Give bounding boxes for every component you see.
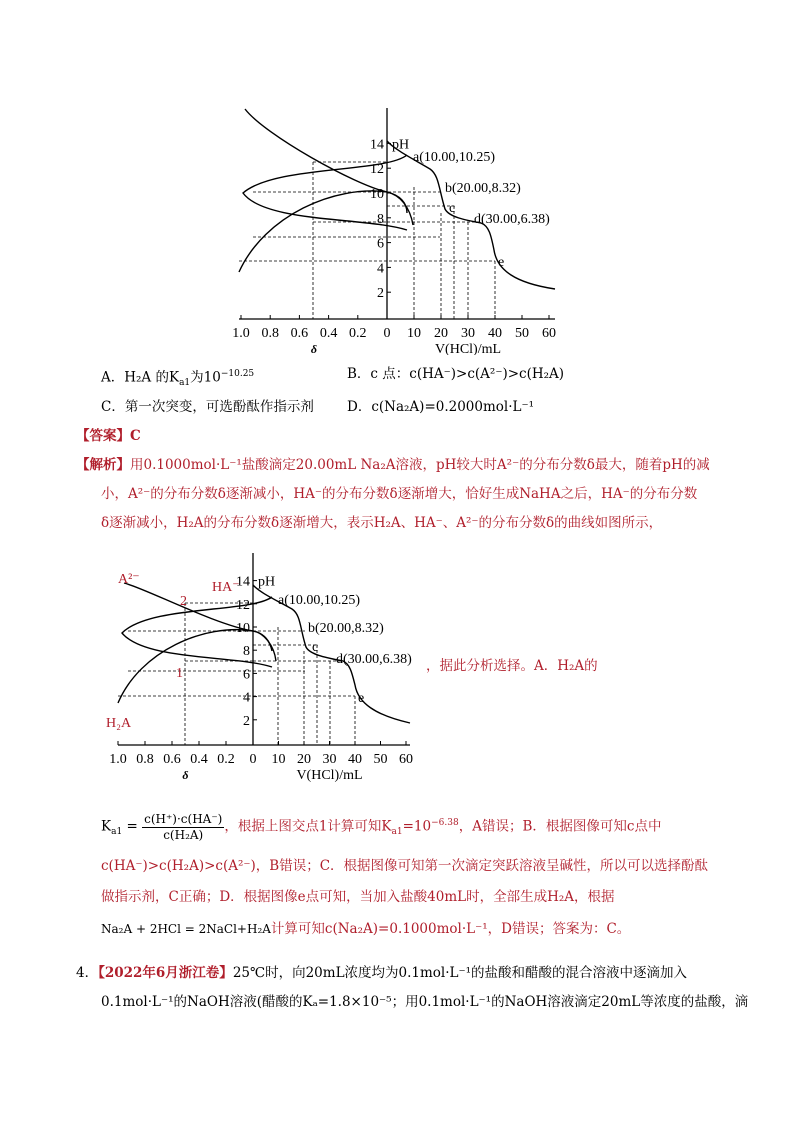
point-label-b: b(20.00,8.32) — [308, 621, 384, 636]
volume-tick-label: 60 — [542, 326, 556, 341]
y-tick-label: 6 — [377, 236, 384, 252]
analysis-line-2 — [101, 484, 697, 504]
analysis-line-3 — [101, 513, 662, 533]
option-a-sub: a1 — [179, 378, 191, 389]
delta-tick-label: 0.8 — [261, 326, 279, 341]
ka-symbol: K — [101, 818, 112, 835]
question-4-number: 4． — [76, 965, 99, 981]
reaction-equation: Na₂A + 2HCl = 2NaCl+H₂A — [101, 922, 271, 936]
x-axis-label: V(HCl)/mL — [434, 342, 502, 355]
option-a-prefix: A．H₂A 的K — [101, 369, 180, 386]
y-tick-label: 4 — [243, 690, 250, 706]
curve-label-h2a: H₂A — [106, 716, 132, 731]
titration-figure-1 — [225, 95, 570, 355]
analysis-line-4: $K_{a1}$ = $\frac{c(H^+)\cdot c(HA^-)}{\text{c(H₂A)}}$ ，根据上图交点1计算可知$K_{a1}=10^{-6.38}$，A错误；B．根据图像可知c点中 — [101, 811, 662, 842]
curve-label-a2: A²⁻ — [118, 572, 140, 587]
question-4-text-2: 0.1mol·L⁻¹的NaOH溶液(醋酸的Kₐ=1.8×10⁻⁵；用0.1mol·L⁻¹的NaOH溶液滴定20mL等浓度的盐酸，滴 — [101, 994, 749, 1010]
delta-tick-label: 0.6 — [163, 752, 181, 767]
point-label-c: c — [449, 201, 456, 216]
h2a-curve — [239, 191, 407, 272]
ka-fraction — [142, 812, 224, 843]
option-b[interactable] — [347, 364, 564, 384]
option-d-text: D．c(Na₂A)=0.2000mol·L⁻¹ — [347, 399, 535, 415]
delta-tick-label: 0.6 — [290, 326, 309, 341]
ka-sub: a1 — [111, 827, 123, 838]
volume-tick-label: 30 — [322, 752, 337, 767]
line4-b: a1 — [391, 827, 403, 838]
delta-axis-label: δ — [182, 768, 189, 782]
option-a[interactable] — [101, 364, 254, 393]
ka-denominator: c(H₂A) — [163, 827, 204, 842]
point-label-a: a(10.00,10.25) — [413, 150, 496, 165]
analysis-text-2: 小，A²⁻的分布分数δ逐渐减小，HA⁻的分布分数δ逐渐增大，恰好生成NaHA之后，HA⁻的分布分数 — [101, 486, 698, 502]
analysis-line-6 — [101, 887, 615, 907]
analysis-text-6: 做指示剂，C正确；D．根据图像e点可知，当加入盐酸40mL时，全部生成H₂A，根据 — [101, 889, 615, 905]
point-label-c: c — [312, 640, 319, 655]
y-tick-label: 4 — [377, 261, 384, 277]
y-axis-label: pH — [258, 574, 276, 590]
point-label-a: a(10.00,10.25) — [278, 593, 361, 608]
y-tick-label: 2 — [377, 286, 384, 302]
volume-tick-label: 20 — [434, 326, 448, 341]
analysis-text-1: 用0.1000mol·L⁻¹盐酸滴定20.00mL Na₂A溶液，pH较大时A²⁻的分布分数δ最大，随着pH的减 — [130, 457, 710, 473]
question-4-line-2 — [101, 992, 748, 1012]
analysis-text-5: c(HA⁻)>c(H₂A)>c(A²⁻)，B错误；C．根据图像可知第一次滴定突跃溶液呈碱性，所以可以选择酚酞 — [101, 858, 709, 874]
titration-figure-2 — [100, 543, 425, 788]
analysis-line-7 — [101, 919, 630, 939]
answer-value: C — [130, 428, 141, 444]
point-label-d: d(30.00,6.38) — [336, 652, 412, 667]
question-4-line-1 — [76, 963, 687, 983]
y-axis-label: pH — [392, 137, 410, 153]
analysis-text-3: δ逐渐减小，H₂A的分布分数δ逐渐增大，表示H₂A、HA⁻、A²⁻的分布分数δ的曲线如图所示， — [101, 515, 663, 531]
y-tick-label: 2 — [243, 713, 250, 729]
question-4-text-1: 25℃时，向20mL浓度均为0.1mol·L⁻¹的盐酸和醋酸的混合溶液中逐滴加入 — [232, 965, 688, 981]
point-label-e: e — [498, 255, 505, 270]
volume-tick-label: 60 — [399, 752, 413, 767]
point-label-e: e — [358, 691, 365, 706]
x-axis-label: V(HCl)/mL — [296, 768, 363, 783]
analysis-after-figure — [426, 656, 598, 676]
answer-label: 【答案】 — [76, 428, 130, 444]
answer-line — [76, 426, 141, 446]
y-tick-label: 14 — [236, 574, 250, 590]
volume-tick-label: 20 — [297, 752, 311, 767]
analysis-text-7: 计算可知c(Na₂A)=0.1000mol·L⁻¹，D错误；答案为：C。 — [270, 921, 631, 937]
y-tick-label: 10 — [370, 187, 384, 202]
delta-tick-label: 0 — [249, 752, 257, 767]
analysis-line-5 — [101, 856, 708, 876]
option-a-sup: −10.25 — [220, 369, 255, 379]
curve-label-ha: HA⁻ — [212, 580, 240, 595]
point-label-b: b(20.00,8.32) — [445, 181, 521, 196]
y-tick-label: 6 — [243, 667, 250, 683]
volume-tick-label: 40 — [488, 326, 502, 341]
y-tick-label: 14 — [370, 137, 384, 153]
delta-tick-label: 0.2 — [349, 326, 367, 341]
y-tick-label: 8 — [377, 211, 384, 227]
volume-tick-label: 50 — [515, 326, 529, 341]
delta-tick-label: 0.4 — [190, 752, 208, 767]
delta-tick-label: 1.0 — [232, 326, 250, 341]
delta-tick-label: 0.8 — [136, 752, 154, 767]
volume-tick-label: 10 — [271, 752, 286, 767]
y-tick-label: 12 — [370, 162, 384, 178]
delta-tick-label: 1.0 — [109, 752, 127, 767]
y-tick-label: 12 — [236, 597, 250, 613]
volume-tick-label: 10 — [407, 326, 421, 341]
volume-tick-label: 50 — [373, 752, 388, 767]
a2-curve — [245, 109, 413, 225]
question-4-tag: 【2022年6月浙江卷】 — [98, 965, 233, 981]
option-b-text: B．c 点：c(HA⁻)>c(A²⁻)>c(H₂A) — [347, 366, 565, 382]
option-d[interactable] — [347, 397, 534, 417]
volume-tick-label: 40 — [348, 752, 362, 767]
option-c-text: C．第一次突变，可选酚酞作指示剂 — [101, 399, 314, 415]
line4-exp: −6.38 — [431, 818, 459, 828]
line4-c: =10 — [402, 818, 432, 835]
analysis-label: 【解析】 — [76, 457, 130, 473]
y-tick-label: 10 — [236, 621, 250, 636]
option-c[interactable] — [101, 397, 314, 417]
line4-d: ，A错误；B．根据图像可知c点中 — [458, 818, 662, 835]
after-figure-text: ，据此分析选择。A．H₂A的 — [426, 658, 598, 674]
option-a-mid: 为10 — [190, 369, 221, 386]
analysis-line-1 — [76, 455, 710, 475]
delta-tick-label: 0 — [383, 326, 391, 341]
volume-tick-label: 30 — [461, 326, 475, 341]
line4-a: ，根据上图交点1计算可知K — [224, 818, 392, 835]
crossing-label-1: 1 — [176, 666, 183, 681]
delta-tick-label: 0.4 — [319, 326, 338, 341]
point-label-d: d(30.00,6.38) — [474, 212, 550, 227]
crossing-label-2: 2 — [180, 594, 187, 609]
ka-numerator: c(H⁺)·c(HA⁻) — [144, 811, 223, 826]
y-tick-label: 8 — [243, 644, 250, 660]
delta-tick-label: 0.2 — [217, 752, 235, 767]
delta-axis-label: δ — [310, 342, 318, 355]
